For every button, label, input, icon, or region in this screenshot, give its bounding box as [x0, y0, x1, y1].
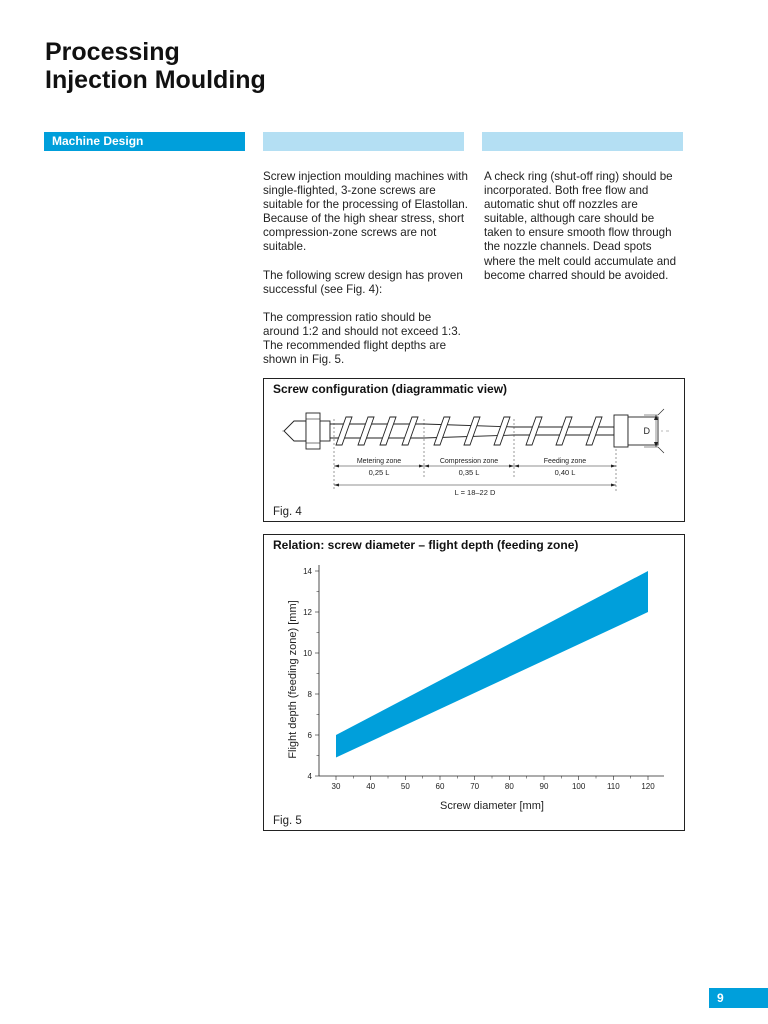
- figure-title: Screw configuration (diagrammatic view): [273, 382, 508, 396]
- x-tick-label: 70: [470, 782, 480, 791]
- figure-flight-depth-chart: [263, 534, 685, 831]
- chart-y-ticks: [303, 567, 319, 781]
- x-tick-label: 120: [641, 782, 655, 791]
- y-tick-label: 10: [303, 649, 312, 658]
- screw-shank-collar: [614, 415, 628, 447]
- chart-band: [336, 571, 648, 758]
- check-ring: [306, 413, 320, 449]
- figure-caption: Fig. 4: [273, 506, 302, 518]
- figure-caption: Fig. 5: [273, 815, 302, 827]
- diameter-label: D: [643, 426, 650, 436]
- x-tick-label: 60: [435, 782, 445, 791]
- column-header-bar-1: [263, 132, 464, 151]
- y-tick-label: 8: [307, 690, 312, 699]
- page-title-line1: Processing: [45, 38, 180, 66]
- figure-screw-configuration: [263, 378, 685, 522]
- page-title: [45, 38, 266, 94]
- zone-name-feeding: Feeding zone: [543, 458, 587, 465]
- x-tick-label: 90: [539, 782, 549, 791]
- zone-length-metering: 0,25 L: [368, 468, 390, 477]
- page-number: 9: [709, 988, 768, 1008]
- zone-name-compression: Compression zone: [439, 458, 499, 465]
- paragraph: The following screw design has proven successful (see Fig. 4):: [263, 268, 463, 296]
- screw-tip: [284, 421, 306, 441]
- paragraph: The compression ratio should be around 1:2 and should not exceed 1:3. The recommended flight depths are shown in Fig. 5.: [263, 310, 461, 367]
- x-tick-label: 100: [571, 782, 586, 791]
- chart-y-axis-label: Flight depth (feeding zone) [mm]: [287, 600, 299, 759]
- section-header: [44, 132, 245, 151]
- paragraph: Screw injection moulding machines with single-flighted, 3-zone screws are suitable for the processing of Elastollan. Because of the high shear stress, short compression-zone screws are not suitable.: [263, 170, 468, 254]
- zone-name-metering: Metering zone: [356, 458, 402, 465]
- chart-x-axis-label: Screw diameter [mm]: [440, 800, 544, 812]
- y-tick-label: 12: [303, 608, 312, 617]
- x-tick-label: 110: [606, 782, 620, 791]
- text-column-1: [263, 170, 468, 381]
- text-column-2: [484, 170, 684, 297]
- chart-x-ticks: [332, 776, 656, 791]
- zone-length-feeding: 0,40 L: [554, 468, 576, 477]
- y-tick-label: 6: [307, 731, 312, 740]
- figure-title: Relation: screw diameter – flight depth (feeding zone): [273, 538, 579, 552]
- x-tick-label: 30: [331, 782, 341, 791]
- chart-band-area: [336, 571, 648, 758]
- x-tick-label: 40: [366, 782, 376, 791]
- x-tick-label: 50: [400, 782, 410, 791]
- screw-diagram: [264, 379, 684, 521]
- total-length-label: L = 18–22 D: [454, 488, 496, 497]
- y-tick-label: 4: [307, 772, 312, 781]
- x-tick-label: 80: [504, 782, 514, 791]
- zone-length-compression: 0,35 L: [458, 468, 480, 477]
- flight-depth-chart: [264, 535, 684, 830]
- paragraph: A check ring (shut-off ring) should be incorporated. Both free flow and automatic shut off nozzles are suitable, although care should be taken to ensure smooth flow through the nozzle channels. Dead spots where the melt could accumulate and become charred should be avoided.: [484, 170, 677, 282]
- section-label: Machine Design: [52, 134, 144, 148]
- page-title-line2: Injection Moulding: [45, 66, 266, 94]
- y-tick-label: 14: [303, 567, 312, 576]
- column-header-bar-2: [482, 132, 683, 151]
